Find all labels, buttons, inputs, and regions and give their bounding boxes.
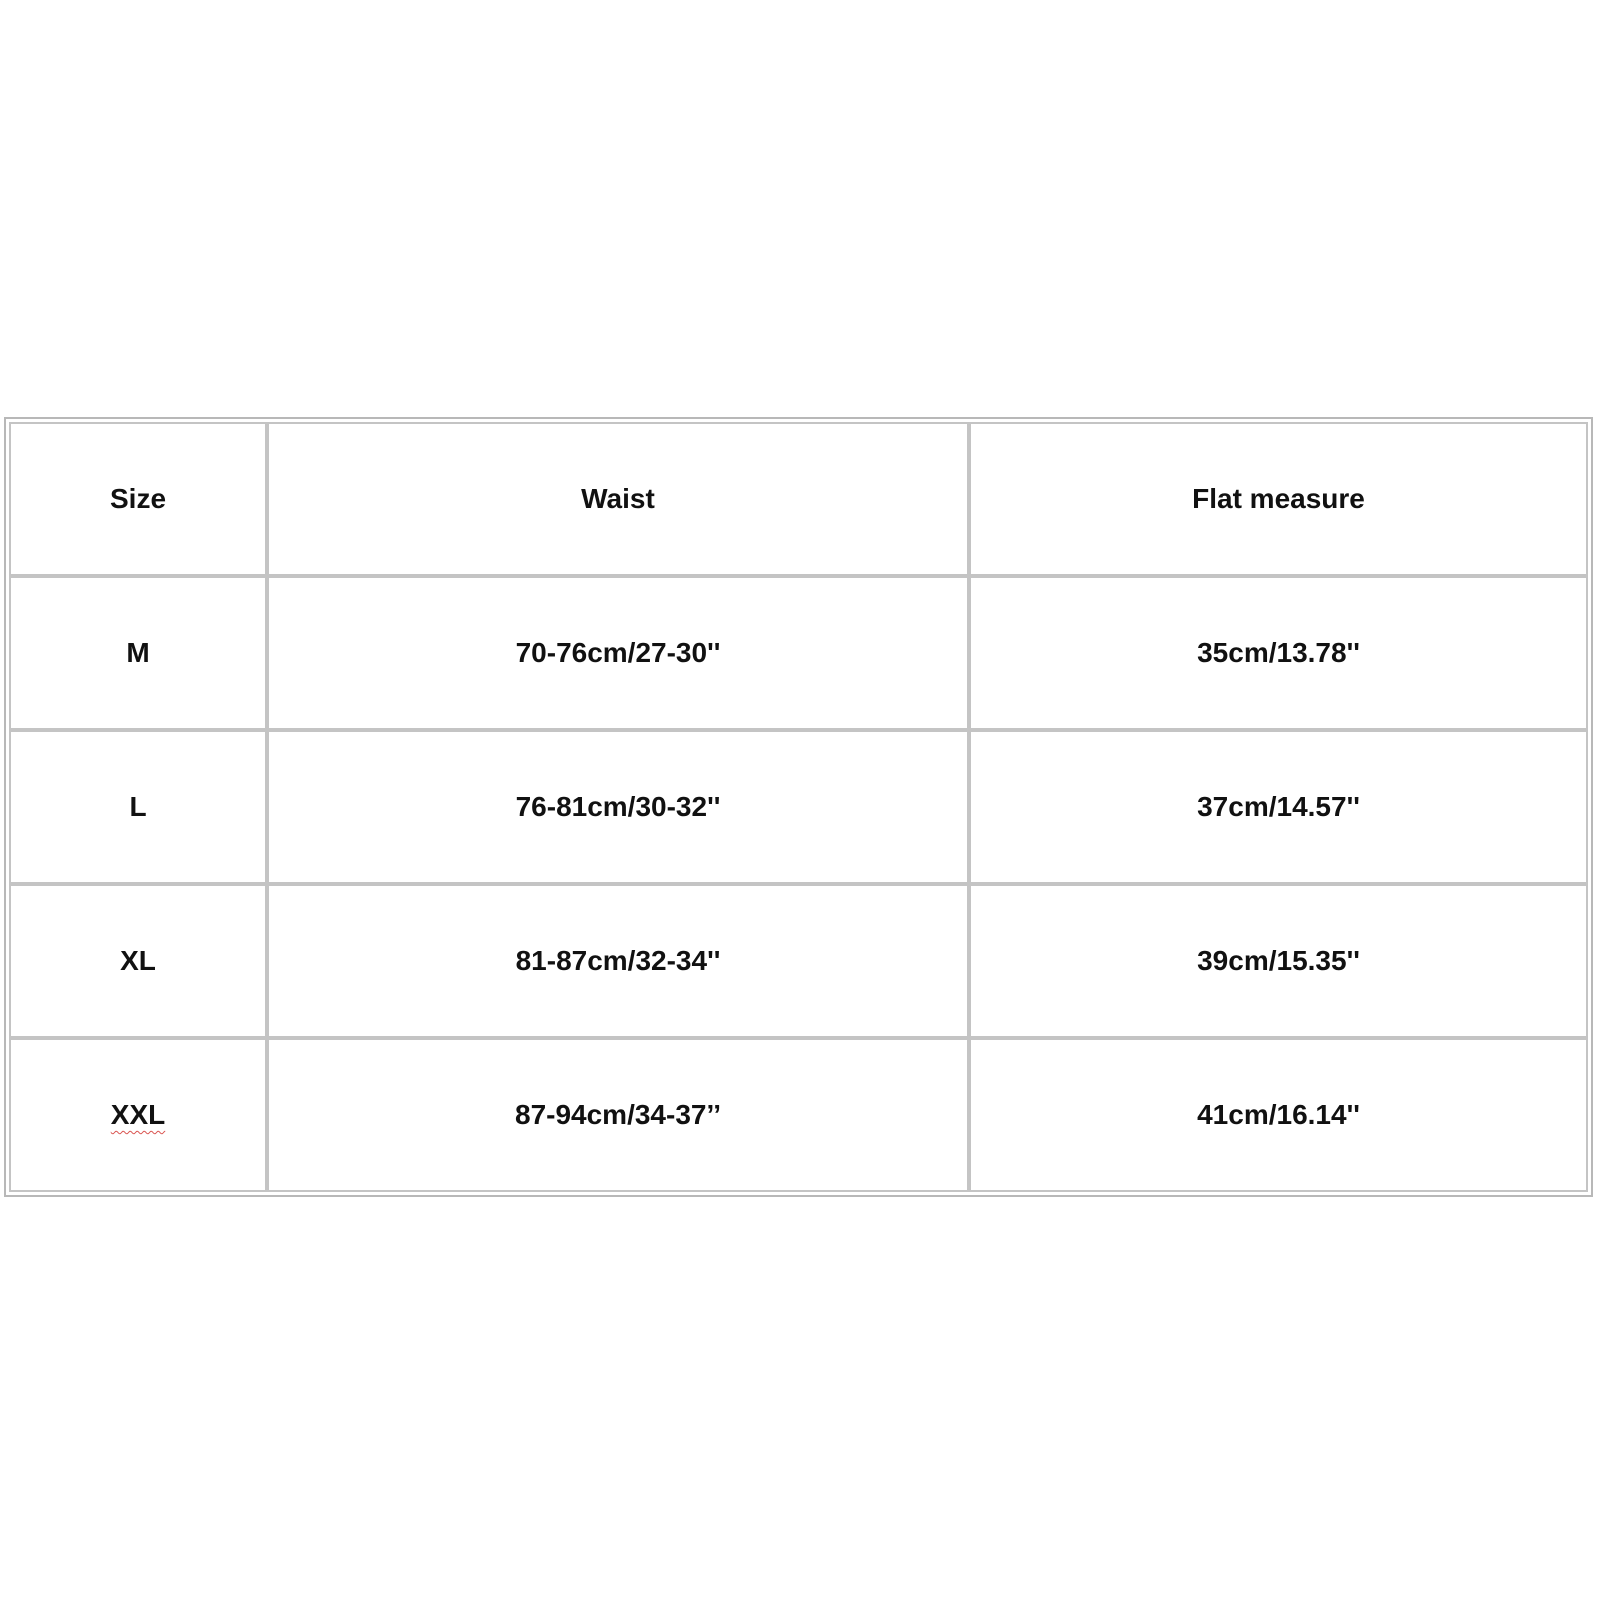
cell-flat-measure: 35cm/13.78'' [969,576,1588,730]
size-label-underlined: XXL [110,1099,166,1130]
table-header-row [9,422,1588,576]
header-size: Size [9,422,267,576]
table-row [9,884,1588,1038]
cell-waist: 87-94cm/34-37’’ [267,1038,969,1192]
cell-flat-measure: 41cm/16.14'' [969,1038,1588,1192]
size-chart [4,417,1593,1197]
cell-waist: 70-76cm/27-30'' [267,576,969,730]
cell-flat-measure: 39cm/15.35'' [969,884,1588,1038]
header-flat-measure: Flat measure [969,422,1588,576]
cell-size: L [9,730,267,884]
header-waist: Waist [267,422,969,576]
cell-size [9,1038,267,1192]
cell-flat-measure: 37cm/14.57'' [969,730,1588,884]
size-chart-table [9,422,1588,1192]
table-row [9,730,1588,884]
cell-waist: 76-81cm/30-32'' [267,730,969,884]
table-row [9,1038,1588,1192]
table-row [9,576,1588,730]
cell-size: M [9,576,267,730]
cell-waist: 81-87cm/32-34'' [267,884,969,1038]
cell-size: XL [9,884,267,1038]
